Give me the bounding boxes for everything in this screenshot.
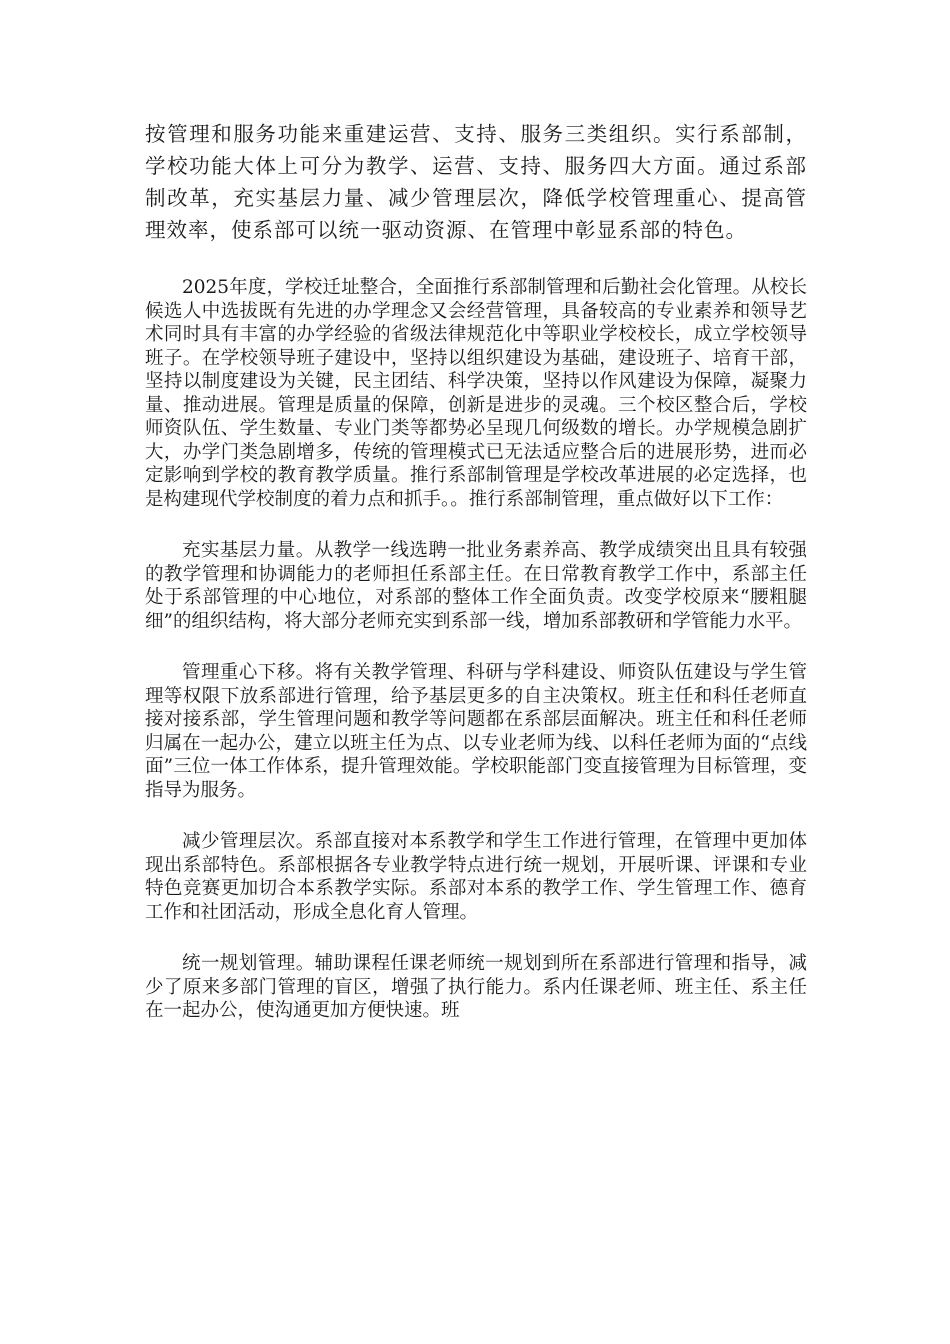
document-body xyxy=(145,118,807,1023)
paragraph-2025-reform: 2025年度，学校迁址整合，全面推行系部制管理和后勤社会化管理。从校长候选人中选拔既有先进的办学理念又会经营管理，具备较高的专业素养和领导艺术同时具有丰富的办学经验的省级法律规范化中等职业学校校长，成立学校领导班子。在学校领导班子建设中，坚持以组织建设为基础，建设班子、培育干部，坚持以制度建设为关键，民主团结、科学决策，坚持以作风建设为保障，凝聚力量、推动进展。管理是质量的保障，创新是进步的灵魂。三个校区整合后，学校师资队伍、学生数量、专业门类等都势必呈现几何级数的增长。办学规模急剧扩大，办学门类急剧增多，传统的管理模式已无法适应整合后的进展形势，进而必定影响到学校的教育教学质量。推行系部制管理是学校改革进展的必定选择，也是构建现代学校制度的着力点和抓手。。推行系部制管理，重点做好以下工作： xyxy=(145,277,807,510)
paragraph-unified-planning: 统一规划管理。辅助课程任课老师统一规划到所在系部进行管理和指导，减少了原来多部门管理的盲区，增强了执行能力。系内任课老师、班主任、系主任在一起办公，使沟通更加方便快速。班 xyxy=(145,953,807,1021)
paragraph-reduce-layers: 减少管理层次。系部直接对本系教学和学生工作进行管理，在管理中更加体现出系部特色。系部根据各专业教学特点进行统一规划，开展听课、评课和专业特色竞赛更加切合本系教学实际。系部对本系的教学工作、学生管理工作、德育工作和社团活动，形成全息化育人管理。 xyxy=(145,831,807,923)
paragraph-intro: 按管理和服务功能来重建运营、支持、服务三类组织。实行系部制，学校功能大体上可分为教学、运营、支持、服务四大方面。通过系部制改革，充实基层力量、减少管理层次，降低学校管理重心、提高管理效率，使系部可以统一驱动资源、在管理中彰显系部的特色。 xyxy=(145,122,807,242)
paragraph-management-shift: 管理重心下移。将有关教学管理、科研与学科建设、师资队伍建设与学生管理等权限下放系部进行管理，给予基层更多的自主决策权。班主任和科任老师直接对接系部，学生管理问题和教学等问题都在系部层面解决。班主任和科任老师归属在一起办公，建立以班主任为点、以专业老师为线、以科任老师为面的“点线面”三位一体工作体系，提升管理效能。学校职能部门变直接管理为目标管理，变指导为服务。 xyxy=(145,662,807,801)
paragraph-grassroots-strength: 充实基层力量。从教学一线选聘一批业务素养高、教学成绩突出且具有较强的教学管理和协调能力的老师担任系部主任。在日常教育教学工作中，系部主任处于系部管理的中心地位，对系部的整体工作全面负责。改变学校原来“腰粗腿细”的组织结构，将大部分老师充实到系部一线，增加系部教研和学管能力水平。 xyxy=(145,540,807,632)
